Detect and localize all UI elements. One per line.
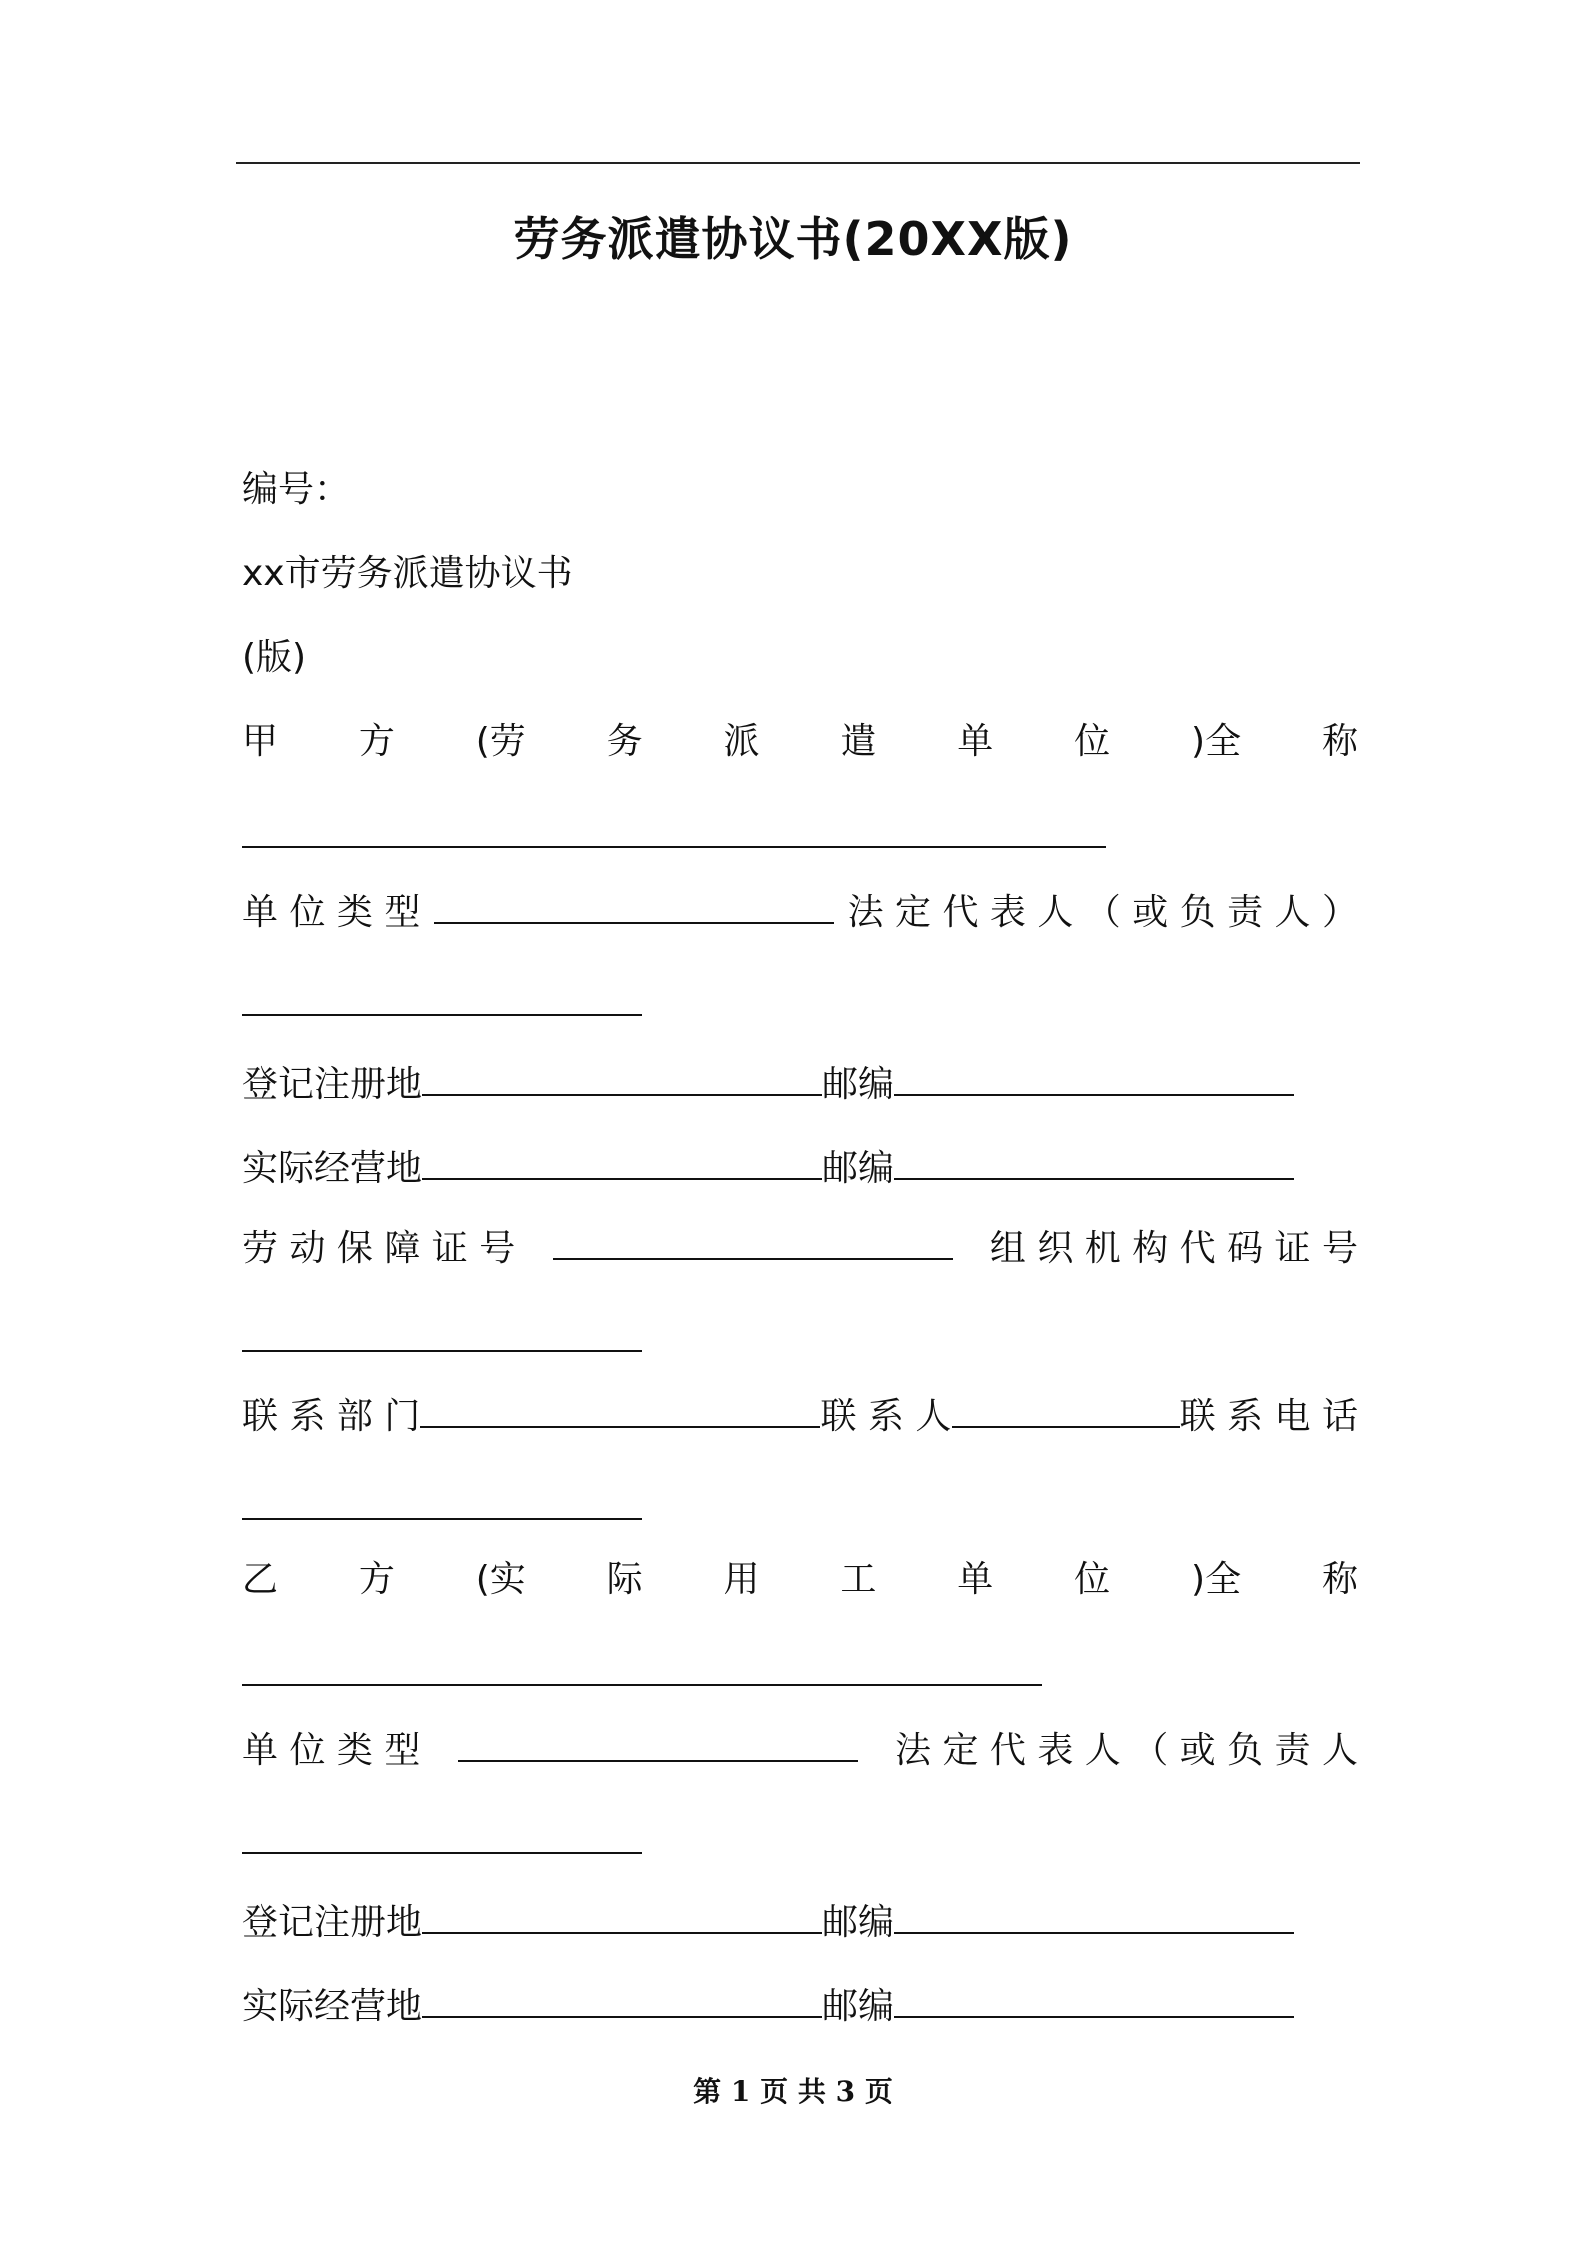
contact-phone-label: 联 系 电 话 [1179, 1396, 1358, 1437]
org-code-label: 组 织 机 构 代 码 证 号 [989, 1228, 1358, 1269]
labor-cert-blank [553, 1228, 953, 1260]
party-b-heading-char: 单 [957, 1559, 994, 1600]
party-a-heading-char: 称 [1321, 721, 1358, 762]
actual-address-label: 实际经营地 [242, 1986, 423, 2027]
city-title: xx市劳务派遣协议书 [242, 553, 573, 594]
party-a-heading [242, 721, 1358, 762]
legal-rep-blank [242, 1852, 642, 1854]
party-b-heading-char: (实 [475, 1559, 526, 1600]
actual-address-label: 实际经营地 [242, 1148, 423, 1189]
postcode-label: 邮编 [822, 1902, 895, 1943]
actual-address-blank [422, 1986, 822, 2018]
party-b-heading-char: 用 [723, 1559, 760, 1600]
actual-address-blank [422, 1148, 822, 1180]
party-b-heading [242, 1559, 1358, 1600]
contact-dept-blank [420, 1396, 820, 1428]
legal-rep-label: 法 定 代 表 人 （ 或 负 责 人 [895, 1730, 1358, 1771]
legal-rep-label: 法 定 代 表 人 （ 或 负 责 人 ） [847, 892, 1358, 933]
org-code-blank [242, 1350, 642, 1352]
party-b-heading-char: 工 [840, 1559, 877, 1600]
party-a-name-blank [242, 846, 1106, 848]
number-label: 编号： [242, 469, 351, 510]
party-a-heading-char: )全 [1191, 721, 1242, 762]
version-note: (版) [242, 637, 307, 678]
party-a-heading-char: 务 [606, 721, 643, 762]
party-a-heading-char: (劳 [475, 721, 526, 762]
contact-dept-label: 联 系 部 门 [242, 1396, 421, 1437]
unit-type-blank [434, 892, 834, 924]
reg-address-blank [422, 1064, 822, 1096]
party-a-contact-row [242, 1396, 1358, 1435]
labor-cert-label: 劳 动 保 障 证 号 [242, 1228, 516, 1269]
contact-phone-blank [242, 1518, 642, 1520]
postcode-label: 邮编 [822, 1064, 895, 1105]
unit-type-label: 单 位 类 型 [242, 892, 421, 933]
party-a-heading-char: 派 [723, 721, 760, 762]
postcode-label: 邮编 [822, 1148, 895, 1189]
party-a-unit-type-row [242, 892, 1358, 931]
party-a-reg-address-row [242, 1064, 1358, 1103]
party-b-heading-char: 方 [358, 1559, 395, 1600]
postcode-blank [894, 1148, 1294, 1180]
reg-address-label: 登记注册地 [242, 1064, 423, 1105]
party-b-heading-char: 位 [1074, 1559, 1111, 1600]
party-b-heading-char: 际 [606, 1559, 643, 1600]
postcode-label: 邮编 [822, 1986, 895, 2027]
party-b-name-blank [242, 1684, 1042, 1686]
document-title: 劳务派遣协议书(20XX版) [513, 212, 1073, 266]
party-a-cert-row [242, 1228, 1358, 1267]
party-b-unit-type-row [242, 1730, 1358, 1769]
party-b-heading-char: 乙 [242, 1559, 279, 1600]
party-b-heading-char: )全 [1191, 1559, 1242, 1600]
party-a-heading-char: 甲 [242, 721, 279, 762]
reg-address-blank [422, 1902, 822, 1934]
contact-person-label: 联 系 人 [820, 1396, 952, 1437]
party-a-actual-address-row [242, 1148, 1358, 1187]
postcode-blank [894, 1986, 1294, 2018]
party-a-heading-char: 方 [358, 721, 395, 762]
contact-person-blank [952, 1396, 1180, 1428]
reg-address-label: 登记注册地 [242, 1902, 423, 1943]
page-footer: 第 1 页 共 3 页 [693, 2075, 893, 2108]
party-b-heading-char: 称 [1321, 1559, 1358, 1600]
header-rule [236, 162, 1360, 164]
postcode-blank [894, 1064, 1294, 1096]
legal-rep-blank [242, 1014, 642, 1016]
party-a-heading-char: 遣 [840, 721, 877, 762]
party-b-reg-address-row [242, 1902, 1358, 1941]
party-b-actual-address-row [242, 1986, 1358, 2025]
unit-type-blank [458, 1730, 858, 1762]
party-a-heading-char: 位 [1074, 721, 1111, 762]
postcode-blank [894, 1902, 1294, 1934]
unit-type-label: 单 位 类 型 [242, 1730, 421, 1771]
party-a-heading-char: 单 [957, 721, 994, 762]
